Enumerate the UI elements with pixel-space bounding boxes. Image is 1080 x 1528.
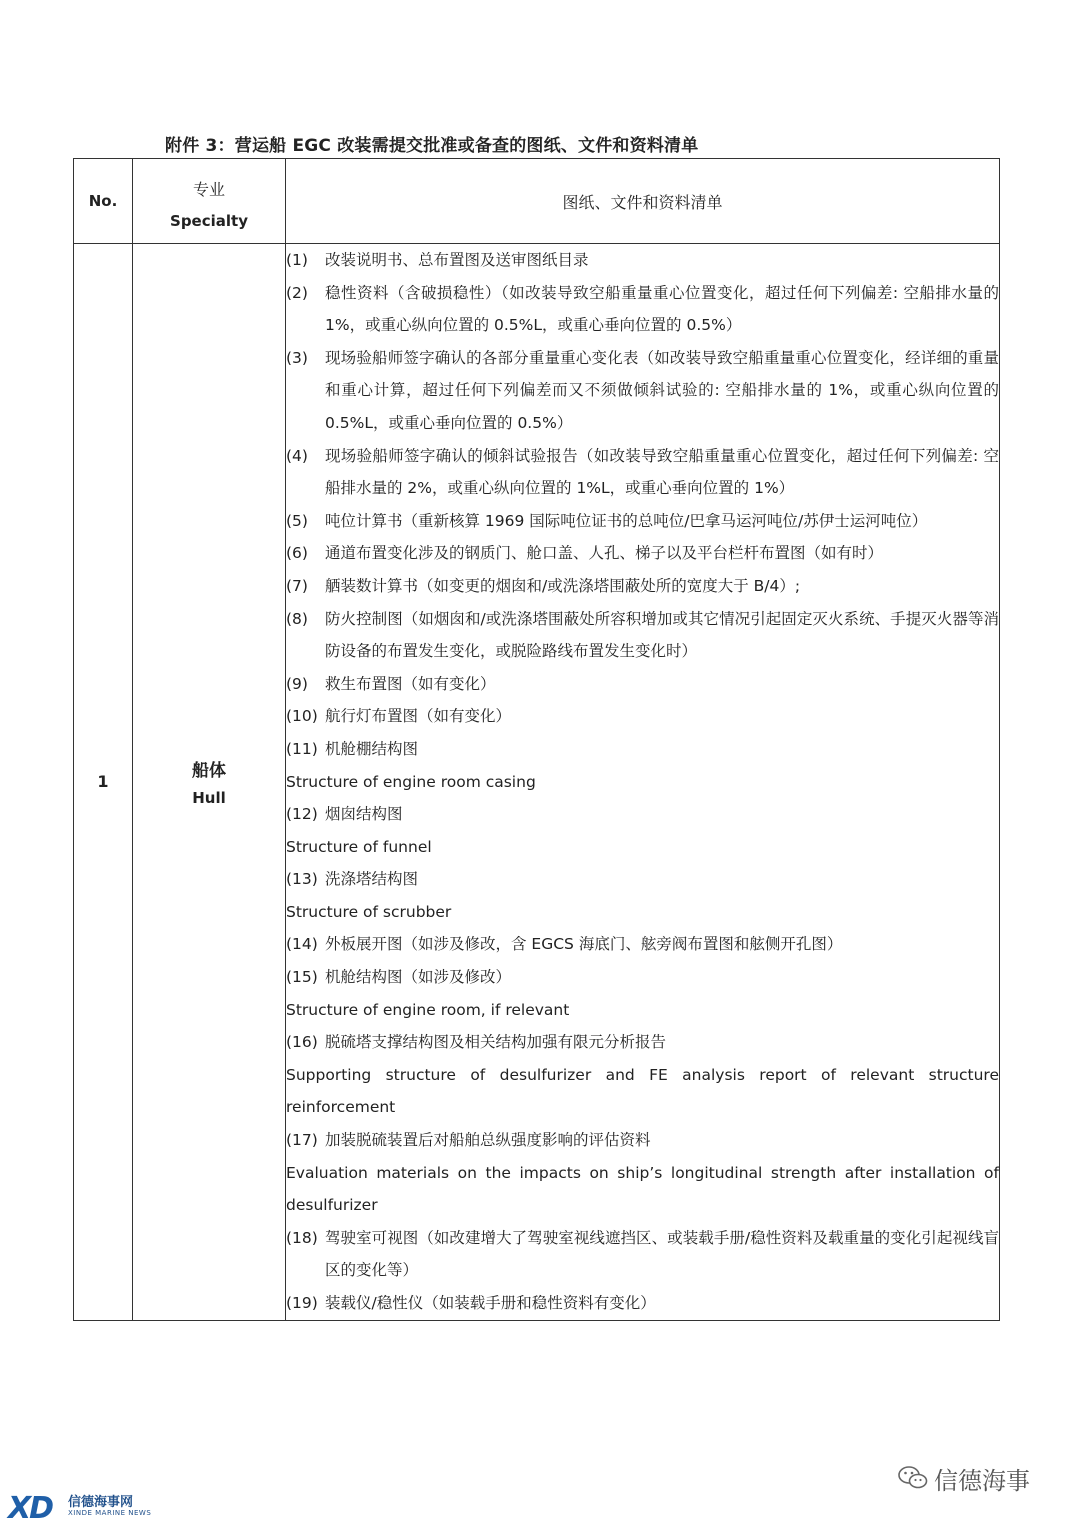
list-item-text: 机舱棚结构图 (325, 739, 419, 758)
header-no: No. (74, 159, 133, 244)
row-items (286, 244, 1000, 1321)
list-item (286, 798, 999, 831)
list-item-text: 烟囱结构图 (325, 805, 403, 824)
list-item-text: 现场验船师签字确认的倾斜试验报告（如改装导致空船重量重心位置变化，超过任何下列偏差: 空船排水量的 2%，或重心纵向位置的 1%L，或重心垂向位置的 1%） (325, 446, 999, 498)
header-specialty (133, 159, 286, 244)
table-row (74, 244, 1000, 1321)
list-item-text: 舾装数计算书（如变更的烟囱和/或洗涤塔围蔽处所的宽度大于 B/4）; (325, 576, 801, 595)
logo-mark: XD (8, 1491, 53, 1526)
list-item-number: (13) (286, 870, 318, 889)
watermark (898, 1460, 1068, 1496)
list-item-number: (19) (286, 1294, 318, 1312)
list-item-english: Structure of scrubber (286, 902, 452, 921)
list-item (286, 570, 999, 603)
list-item-english: Structure of funnel (286, 837, 432, 856)
xinde-logo (0, 1488, 170, 1524)
header-specialty-en: Specialty (170, 211, 248, 230)
list-item-text: 航行灯布置图（如有变化） (325, 707, 512, 726)
list-item-number: (10) (286, 707, 318, 726)
list-item (286, 928, 999, 961)
list-item-text: 装载仪/稳性仪（如装载手册和稳性资料有变化） (325, 1294, 656, 1312)
list-item-text: 救生布置图（如有变化） (325, 674, 496, 693)
list-item-number: (4) (286, 446, 308, 465)
list-item (286, 1222, 999, 1287)
list-item (286, 1026, 999, 1059)
list-item-text: 防火控制图（如烟囱和/或洗涤塔围蔽处所容积增加或其它情况引起固定灭火系统、手提灭火器等消防设备的布置发生变化，或脱险路线布置发生变化时） (325, 609, 999, 661)
list-item-number: (5) (286, 511, 308, 530)
list-item-number: (8) (286, 609, 308, 628)
row-specialty-cn: 船体 (192, 761, 226, 782)
logo-cn-text: 信德海事网 (68, 1495, 134, 1510)
header-list: 图纸、文件和资料清单 (286, 159, 1000, 244)
watermark-text: 信德海事 (934, 1466, 1030, 1495)
list-item (286, 961, 999, 994)
list-item (286, 1287, 999, 1320)
list-item-text: 加装脱硫装置后对船舶总纵强度影响的评估资料 (325, 1131, 651, 1150)
list-item (286, 700, 999, 733)
list-item-text: 改装说明书、总布置图及送审图纸目录 (325, 251, 589, 269)
list-item-text: 洗涤塔结构图 (325, 870, 419, 889)
list-item-number: (1) (286, 251, 308, 269)
list-item-number: (3) (286, 348, 308, 367)
list-item-number: (7) (286, 576, 308, 595)
list-item-number: (14) (286, 935, 318, 954)
row-no: 1 (74, 244, 133, 1321)
list-item-number: (12) (286, 805, 318, 824)
list-item-english: Evaluation materials on the impacts on ship’s longitudinal strength after installation of desulfurizer (286, 1163, 999, 1215)
list-item (286, 733, 999, 766)
list-item (286, 863, 999, 896)
wechat-icon (898, 1465, 928, 1491)
list-item-text: 脱硫塔支撑结构图及相关结构加强有限元分析报告 (325, 1033, 667, 1052)
list-item-english: Structure of engine room, if relevant (286, 1000, 570, 1019)
list-item-text: 机舱结构图（如涉及修改） (325, 968, 512, 987)
list-item-text: 现场验船师签字确认的各部分重量重心变化表（如改装导致空船重量重心位置变化，经详细的重量和重心计算，超过任何下列偏差而又不须做倾斜试验的: 空船排水量的 1%，或重心纵向位置的 0.5%L，或重心垂向位置的 0.5%） (325, 348, 999, 432)
list-item (286, 537, 999, 570)
list-item-text: 通道布置变化涉及的钢质门、舱口盖、人孔、梯子以及平台栏杆布置图（如有时） (325, 544, 884, 563)
row-specialty (133, 244, 286, 1321)
row-specialty-en: Hull (192, 789, 226, 808)
list-item (286, 244, 999, 277)
list-item-number: (9) (286, 674, 308, 693)
list-item (286, 603, 999, 668)
list-item-number: (16) (286, 1033, 318, 1052)
list-item-text: 吨位计算书（重新核算 1969 国际吨位证书的总吨位/巴拿马运河吨位/苏伊士运河吨位） (325, 511, 928, 530)
list-item (286, 505, 999, 538)
list-item-text: 稳性资料（含破损稳性）（如改装导致空船重量重心位置变化，超过任何下列偏差: 空船排水量的 1%，或重心纵向位置的 0.5%L，或重心垂向位置的 0.5%） (325, 283, 999, 335)
header-specialty-cn: 专业 (192, 179, 225, 199)
list-item-text: 驾驶室可视图（如改建增大了驾驶室视线遮挡区、或装载手册/稳性资料及载重量的变化引起视线盲区的变化等） (325, 1228, 999, 1280)
logo-en-text: XINDE MARINE NEWS (68, 1509, 152, 1517)
list-item-english: Supporting structure of desulfurizer and FE analysis report of relevant structure reinforcement (286, 1065, 999, 1117)
list-item (286, 440, 999, 505)
list-item-english: Structure of engine room casing (286, 772, 536, 791)
list-item-number: (2) (286, 283, 308, 302)
list-item-number: (18) (286, 1228, 318, 1247)
list-item-text: 外板展开图（如涉及修改，含 EGCS 海底门、舷旁阀布置图和舷侧开孔图） (325, 935, 843, 954)
list-item-number: (6) (286, 544, 308, 563)
list-item (286, 342, 999, 440)
list-item (286, 668, 999, 701)
table-header-row (74, 159, 1000, 244)
list-item (286, 1124, 999, 1157)
list-item-number: (15) (286, 968, 318, 987)
list-item-number: (11) (286, 739, 318, 758)
document-title: 附件 3：营运船 EGC 改装需提交批准或备查的图纸、文件和资料清单 (165, 136, 699, 156)
drawing-list-table (73, 158, 1000, 1321)
list-item-number: (17) (286, 1131, 318, 1150)
list-item (286, 277, 999, 342)
